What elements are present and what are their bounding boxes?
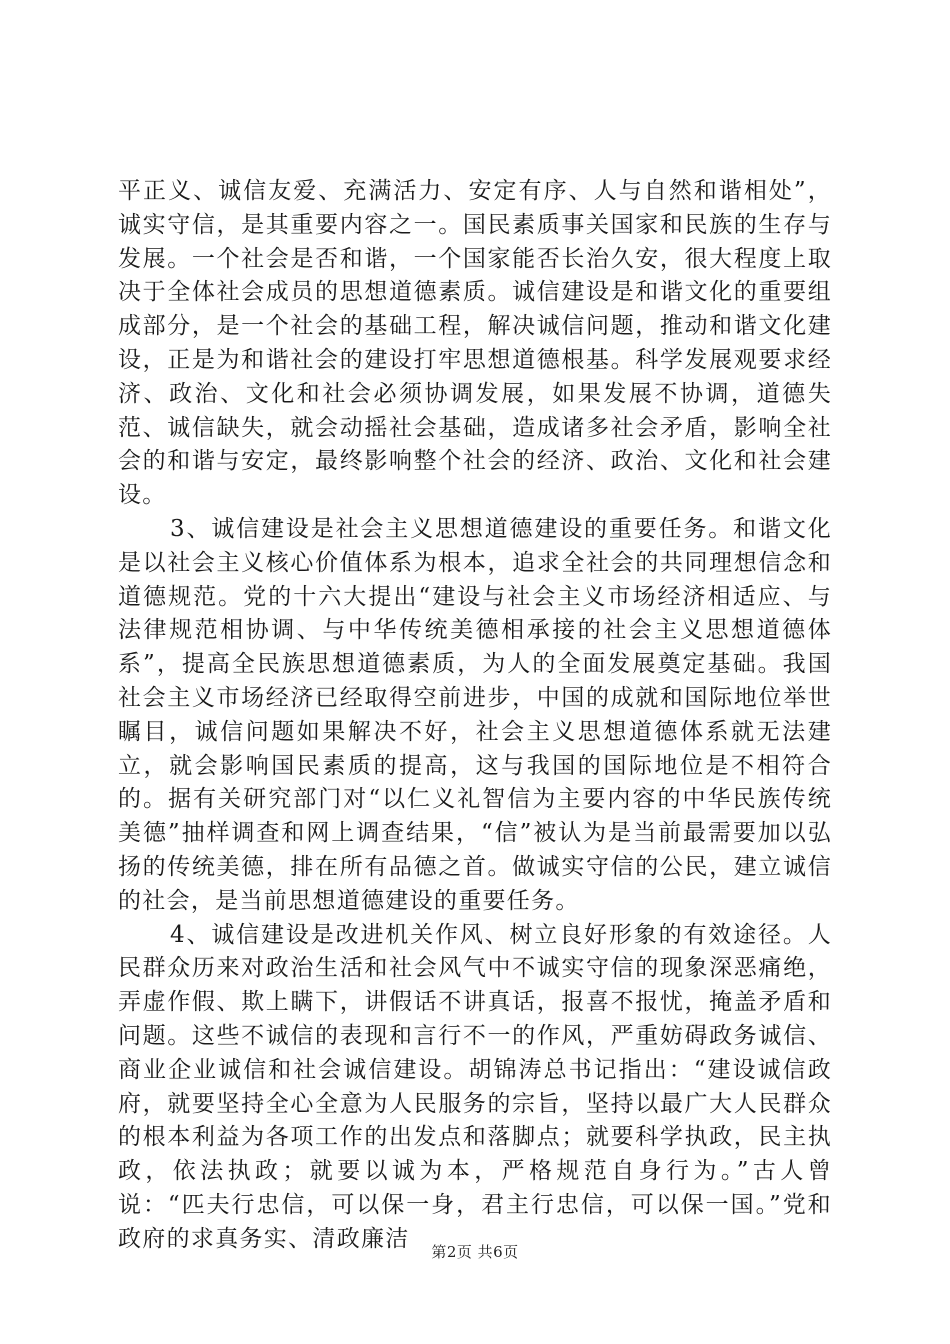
page-number-label: 第2页 共6页 [431, 1243, 519, 1261]
paragraph-4: 4、诚信建设是改进机关作风、树立良好形象的有效途径。人民群众历来对政治生活和社会风气中不诚实守信的现象深恶痛绝，弄虚作假、欺上瞒下，讲假话不讲真话，报喜不报忧，掩盖矛盾和问题。这些不诚信的表现和言行不一的作风，严重妨碍政务诚信、商业企业诚信和社会诚信建设。胡锦涛总书记指出：“建设诚信政府，就要坚持全心全意为人民服务的宗旨，坚持以最广大人民群众的根本利益为各项工作的出发点和落脚点；就要科学执政，民主执政，依法执政；就要以诚为本，严格规范自身行为。”古人曾说：“匹夫行忠信，可以保一身，君主行忠信，可以保一国。”党和政府的求真务实、清政廉洁 [118, 921, 832, 1252]
paragraph-continued: 平正义、诚信友爱、充满活力、安定有序、人与自然和谐相处”，诚实守信，是其重要内容之一。国民素质事关国家和民族的生存与发展。一个社会是否和谐，一个国家能否长治久安，很大程度上取决于全体社会成员的思想道德素质。诚信建设是和谐文化的重要组成部分，是一个社会的基础工程，解决诚信问题，推动和谐文化建设，正是为和谐社会的建设打牢思想道德根基。科学发展观要求经济、政治、文化和社会必须协调发展，如果发展不协调，道德失范、诚信缺失，就会动摇社会基础，造成诸多社会矛盾，影响全社会的和谐与安定，最终影响整个社会的经济、政治、文化和社会建设。 [118, 178, 832, 509]
document-body [118, 175, 832, 1257]
page-footer [0, 1241, 950, 1262]
paragraph-3: 3、诚信建设是社会主义思想道德建设的重要任务。和谐文化是以社会主义核心价值体系为根本，追求全社会的共同理想信念和道德规范。党的十六大提出“建设与社会主义市场经济相适应、与法律规范相协调、与中华传统美德相承接的社会主义思想道德体系”，提高全民族思想道德素质，为人的全面发展奠定基础。我国社会主义市场经济已经取得空前进步，中国的成就和国际地位举世瞩目，诚信问题如果解决不好，社会主义思想道德体系就无法建立，就会影响国民素质的提高，这与我国的国际地位是不相符合的。据有关研究部门对“以仁义礼智信为主要内容的中华民族传统美德”抽样调查和网上调查结果，“信”被认为是当前最需要加以弘扬的传统美德，排在所有品德之首。做诚实守信的公民，建立诚信的社会，是当前思想道德建设的重要任务。 [118, 515, 832, 914]
